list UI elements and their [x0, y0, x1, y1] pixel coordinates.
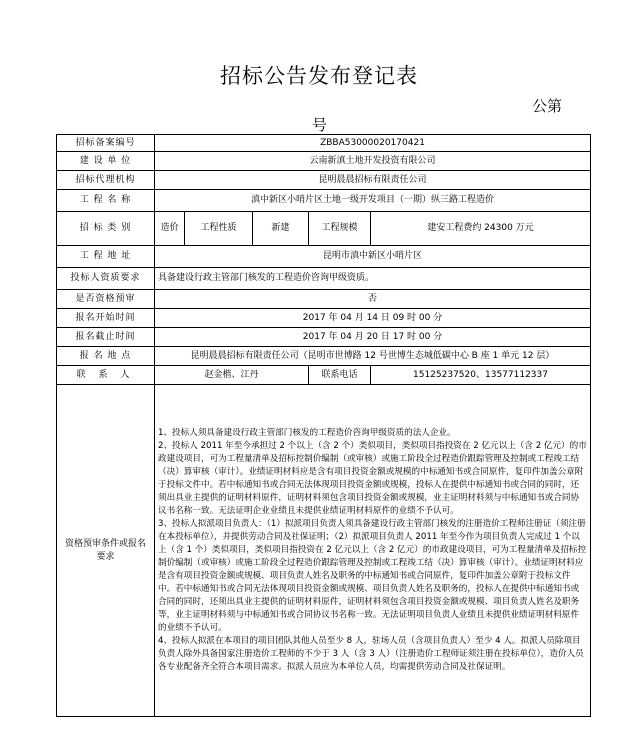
announcement-no-label: 公第 [532, 97, 563, 115]
location-label: 工 程 地 址 [57, 246, 155, 268]
requirement-item: 4、投标人拟派在本项目的项目团队其他人员至少 8 人，驻场人员（含项目负责人）至少 4 人。拟派人员除项目负责人除外具备国家注册造价工程师的不少于 3 人（含 3 人）（注册造价工程师证须注册在投标单位），造价人员各专业配备齐全符合本项目需求。拟派人员应为本单位人员，均需提供劳动合同及社保证明。 [158, 636, 584, 672]
end-time-value: 2017 年 04 月 20 日 17 时 00 分 [155, 328, 591, 347]
page-title: 招标公告发布登记表 [220, 64, 418, 88]
contact-label: 联 系 人 [57, 366, 155, 385]
row-location [57, 246, 591, 268]
nature-label: 工程性质 [185, 212, 253, 246]
scale-label: 工程规模 [309, 212, 371, 246]
reg-place-value: 昆明晨晨招标有限责任公司（昆明市世博路 12 号世博生态城低碳中心 B 座 1 单元 12 层） [155, 347, 591, 366]
scale-value: 建安工程费约 24300 万元 [371, 212, 591, 246]
row-project [57, 190, 591, 212]
requirement-item: 2、投标人 2011 年至今承担过 2 个以上（含 2 个）类似项目，类似项目指投资在 2 亿元以上（含 2 亿元）的市政建设项目，可为工程量清单及招标控制价编制（或审核）或施工阶段全过程造价跟踪管理及控制或工程竣工结（决）算审核（审计）。业绩证明材料应是含有项目投资金额或规模的中标通知书或合同原件，复印件加盖公章附于投标文件中。若中标通知书或合同无法体现项目投资金额或规模，投标人在提供中标通知书或合同的同时，还须出具业主提供的证明材料原件，证明材料须包含项目投资金额或规模，业主证明材料须与中标通知书或合同协议书名称一致。无法证明企业业绩且未提供业绩证明材料原件的业绩不予认可。 [158, 441, 587, 516]
bidder-quals-label: 投标人资质要求 [57, 268, 155, 290]
phone-label: 联系电话 [309, 366, 371, 385]
row-category [57, 212, 591, 246]
category-value: 造价 [155, 212, 185, 246]
nature-value: 新建 [253, 212, 309, 246]
prequal-value: 否 [155, 290, 591, 309]
agency-label: 招标代理机构 [57, 171, 155, 190]
developer-value: 云南新滇土地开发投资有限公司 [155, 152, 591, 171]
row-bidder-quals [57, 268, 591, 290]
agency-value: 昆明晨晨招标有限责任公司 [155, 171, 591, 190]
announcement-no-suffix: 号 [312, 116, 328, 134]
row-developer [57, 152, 591, 171]
row-reg-place [57, 347, 591, 366]
project-value: 滇中新区小哨片区土地一级开发项目（一期）纵三路工程造价 [155, 190, 591, 212]
start-time-value: 2017 年 04 月 14 日 09 时 00 分 [155, 309, 591, 328]
location-value: 昆明市滇中新区小哨片区 [155, 246, 591, 268]
requirements-label: 资格预审条件或报名要求 [57, 385, 155, 717]
row-contact [57, 366, 591, 385]
end-time-label: 报名截止时间 [57, 328, 155, 347]
project-label: 工 程 名 称 [57, 190, 155, 212]
reg-place-label: 报 名 地 点 [57, 347, 155, 366]
row-requirements [57, 385, 591, 717]
category-label: 招 标 类 别 [57, 212, 155, 246]
prequal-label: 是否资格预审 [57, 290, 155, 309]
row-record-no [57, 135, 591, 152]
contact-phones: 15125237520、13577112337 [371, 366, 591, 385]
row-prequal [57, 290, 591, 309]
registration-table [56, 134, 591, 717]
requirement-item: 1、投标人须具备建设行政主管部门核发的工程造价咨询甲级资质的法人企业。 [158, 428, 456, 438]
contact-names: 赵金楷、江丹 [155, 366, 309, 385]
row-start-time [57, 309, 591, 328]
start-time-label: 报名开始时间 [57, 309, 155, 328]
row-agency [57, 171, 591, 190]
row-end-time [57, 328, 591, 347]
requirements-content [155, 385, 591, 717]
bidder-quals-value: 具备建设行政主管部门核发的工程造价咨询甲级资质。 [155, 268, 591, 290]
record-no-value: ZBBA53000020170421 [155, 135, 591, 152]
requirement-item: 3、投标人拟派项目负责人：（1）拟派项目负责人须具备建设行政主管部门核发的注册造价工程师注册证（须注册在本投标单位），并提供劳动合同及社保证明；（2）拟派项目负责人 2011 年至今作为项目负责人完成过 1 个以上（含 1 个）类似项目，类似项目指投资在 2 亿元以上（含 2 亿元）的市政建设项目，可为工程量清单及招标控制价编制（或审核）或施工阶段全过程造价跟踪管理及控制或工程竣工结（决）算审核（审计）。业绩证明材料应是含有项目投资金额或规模、项目负责人姓名及职务的中标通知书或合同原件，复印件加盖公章附于投标文件中。若中标通知书或合同无法体现项目投资金额或规模、项目负责人姓名及职务的，投标人在提供中标通知书或合同的同时，还须出具业主提供的证明材料原件，证明材料须包含项目投资金额或规模、项目负责人姓名及职务等，业主证明材料须与中标通知书或合同协议书名称一致。无法证明项目负责人业绩且未提供业绩证明材料原件的业绩不予认可。 [158, 519, 587, 633]
developer-label: 建 设 单 位 [57, 152, 155, 171]
record-no-label: 招标备案编号 [57, 135, 155, 152]
